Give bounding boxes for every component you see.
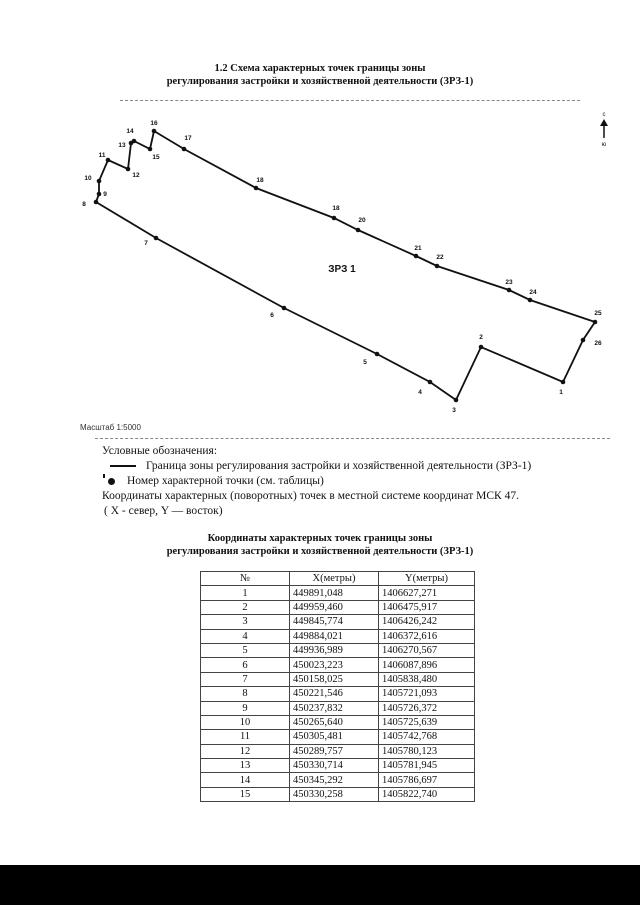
point-label-20: 20 xyxy=(358,217,366,224)
boundary-point-5 xyxy=(375,352,380,357)
cell-x: 450345,292 xyxy=(290,773,379,787)
boundary-point-8 xyxy=(94,200,99,205)
legend-heading: Условные обозначения: xyxy=(102,445,218,457)
table-title-line2: регулирования застройки и хозяйственной деятельности (ЗРЗ-1) xyxy=(166,546,474,557)
north-arrow xyxy=(600,112,608,148)
table-row xyxy=(201,629,475,643)
cell-x: 450221,546 xyxy=(290,687,379,701)
cell-number: 8 xyxy=(201,687,290,701)
table-title xyxy=(0,532,640,558)
point-label-7: 7 xyxy=(144,240,148,247)
boundary-point-6 xyxy=(282,306,287,311)
cell-number: 9 xyxy=(201,701,290,715)
cell-y: 1405725,639 xyxy=(379,715,475,729)
cell-x: 449884,021 xyxy=(290,629,379,643)
header-x: X(метры) xyxy=(290,572,379,586)
boundary-point-3 xyxy=(454,398,459,403)
south-letter: ю xyxy=(601,142,607,148)
cell-number: 15 xyxy=(201,787,290,801)
legend-point-row xyxy=(102,474,531,489)
cell-x: 449936,989 xyxy=(290,643,379,657)
cell-number: 10 xyxy=(201,715,290,729)
legend-point-text: Номер характерной точки (см. таблицы) xyxy=(127,475,324,487)
point-label-19: 18 xyxy=(332,205,340,212)
cell-x: 449959,460 xyxy=(290,600,379,614)
scheme-title-line2: регулирования застройки и хозяйственной деятельности (ЗРЗ-1) xyxy=(166,76,474,87)
legend xyxy=(102,444,531,519)
boundary-point-17 xyxy=(182,147,187,152)
point-label-22: 22 xyxy=(436,254,444,261)
north-arrow-head-icon xyxy=(600,119,608,126)
scale-label: Масштаб 1:5000 xyxy=(80,423,141,432)
boundary-point-22 xyxy=(435,264,440,269)
cell-y: 1406627,271 xyxy=(379,586,475,600)
table-row xyxy=(201,643,475,657)
cell-x: 450305,481 xyxy=(290,730,379,744)
cell-y: 1405781,945 xyxy=(379,759,475,773)
cell-y: 1405721,093 xyxy=(379,687,475,701)
boundary-point-9 xyxy=(97,192,102,197)
cell-number: 7 xyxy=(201,672,290,686)
boundary-point-23 xyxy=(507,288,512,293)
boundary-point-12 xyxy=(126,167,131,172)
cell-number: 13 xyxy=(201,759,290,773)
cell-x: 449891,048 xyxy=(290,586,379,600)
cell-y: 1406426,242 xyxy=(379,615,475,629)
point-label-9: 9 xyxy=(103,191,107,198)
legend-boundary-row xyxy=(102,459,531,474)
cell-y: 1406087,896 xyxy=(379,658,475,672)
cell-y: 1406475,917 xyxy=(379,600,475,614)
boundary-point-14 xyxy=(132,139,137,144)
point-label-1: 1 xyxy=(559,389,563,396)
boundary-point-4 xyxy=(428,380,433,385)
cell-x: 450237,832 xyxy=(290,701,379,715)
bottom-frame-dashed-line xyxy=(95,438,610,439)
point-label-21: 21 xyxy=(414,245,422,252)
table-row xyxy=(201,615,475,629)
cell-x: 450158,025 xyxy=(290,672,379,686)
table-row xyxy=(201,787,475,801)
cell-number: 3 xyxy=(201,615,290,629)
scheme-title xyxy=(0,62,640,88)
point-label-26: 26 xyxy=(594,340,602,347)
coordinates-table xyxy=(200,571,475,802)
point-marker-icon xyxy=(108,478,115,485)
cell-number: 4 xyxy=(201,629,290,643)
boundary-point-15 xyxy=(148,147,153,152)
table-row xyxy=(201,687,475,701)
cell-x: 450330,714 xyxy=(290,759,379,773)
boundary-point-20 xyxy=(356,228,361,233)
table-body xyxy=(201,586,475,802)
header-number: № xyxy=(201,572,290,586)
table-row xyxy=(201,773,475,787)
boundary-point-26 xyxy=(581,338,586,343)
legend-coords-line1: Координаты характерных (поворотных) точек в местной системе координат МСК 47. xyxy=(102,490,519,502)
point-label-16: 16 xyxy=(150,120,158,127)
cell-y: 1405742,768 xyxy=(379,730,475,744)
table-row xyxy=(201,701,475,715)
cell-number: 1 xyxy=(201,586,290,600)
point-label-6: 6 xyxy=(270,312,274,319)
point-label-17: 17 xyxy=(184,135,192,142)
cell-x: 450023,223 xyxy=(290,658,379,672)
boundary-point-10 xyxy=(97,179,102,184)
cell-number: 12 xyxy=(201,744,290,758)
table-title-line1: Координаты характерных точек границы зоны xyxy=(207,533,433,544)
point-label-13: 13 xyxy=(118,142,126,149)
header-y: Y(метры) xyxy=(379,572,475,586)
cell-x: 450289,757 xyxy=(290,744,379,758)
cell-number: 2 xyxy=(201,600,290,614)
cell-number: 11 xyxy=(201,730,290,744)
point-label-2: 2 xyxy=(479,334,483,341)
point-label-14: 14 xyxy=(126,128,134,135)
table-header-row xyxy=(201,572,475,586)
boundary-point-1 xyxy=(561,380,566,385)
cell-x: 449845,774 xyxy=(290,615,379,629)
cell-x: 450265,640 xyxy=(290,715,379,729)
point-label-5: 5 xyxy=(363,359,367,366)
cell-y: 1405838,480 xyxy=(379,672,475,686)
boundary-point-16 xyxy=(152,129,157,134)
table-row xyxy=(201,715,475,729)
boundary-point-18 xyxy=(254,186,259,191)
cell-y: 1405780,123 xyxy=(379,744,475,758)
boundary-point-2 xyxy=(479,345,484,350)
point-label-23: 23 xyxy=(505,279,513,286)
point-label-11: 11 xyxy=(98,152,106,159)
table-row xyxy=(201,658,475,672)
cell-number: 6 xyxy=(201,658,290,672)
boundary-line-icon xyxy=(110,465,136,467)
table-row xyxy=(201,586,475,600)
legend-coords-line2: ( X - север, Y — восток) xyxy=(104,505,223,517)
cell-number: 14 xyxy=(201,773,290,787)
zone-label: ЗРЗ 1 xyxy=(328,264,356,275)
point-label-25: 25 xyxy=(594,310,602,317)
boundary-point-19 xyxy=(332,216,337,221)
boundary-point-7 xyxy=(154,236,159,241)
table-row xyxy=(201,744,475,758)
cell-y: 1406372,616 xyxy=(379,629,475,643)
boundary-map xyxy=(0,100,640,430)
north-letter: с xyxy=(602,112,606,118)
cell-number: 5 xyxy=(201,643,290,657)
boundary-point-11 xyxy=(106,158,111,163)
point-label-15: 15 xyxy=(152,154,160,161)
table-row xyxy=(201,600,475,614)
cell-y: 1405786,697 xyxy=(379,773,475,787)
point-label-18: 18 xyxy=(256,177,264,184)
cell-y: 1405726,372 xyxy=(379,701,475,715)
table-row xyxy=(201,730,475,744)
cell-x: 450330,258 xyxy=(290,787,379,801)
point-label-12: 12 xyxy=(132,172,140,179)
legend-boundary-text: Граница зоны регулирования застройки и хозяйственной деятельности (ЗРЗ-1) xyxy=(146,460,532,472)
boundary-point-21 xyxy=(414,254,419,259)
cell-y: 1405822,740 xyxy=(379,787,475,801)
cell-y: 1406270,567 xyxy=(379,643,475,657)
point-label-8: 8 xyxy=(82,201,86,208)
table-row xyxy=(201,672,475,686)
point-label-3: 3 xyxy=(452,407,456,414)
point-label-10: 10 xyxy=(84,175,92,182)
point-label-24: 24 xyxy=(529,289,537,296)
scheme-title-line1: 1.2 Схема характерных точек границы зоны xyxy=(214,63,426,74)
table-row xyxy=(201,759,475,773)
boundary-point-24 xyxy=(528,298,533,303)
point-label-4: 4 xyxy=(418,389,422,396)
boundary-point-25 xyxy=(593,320,598,325)
